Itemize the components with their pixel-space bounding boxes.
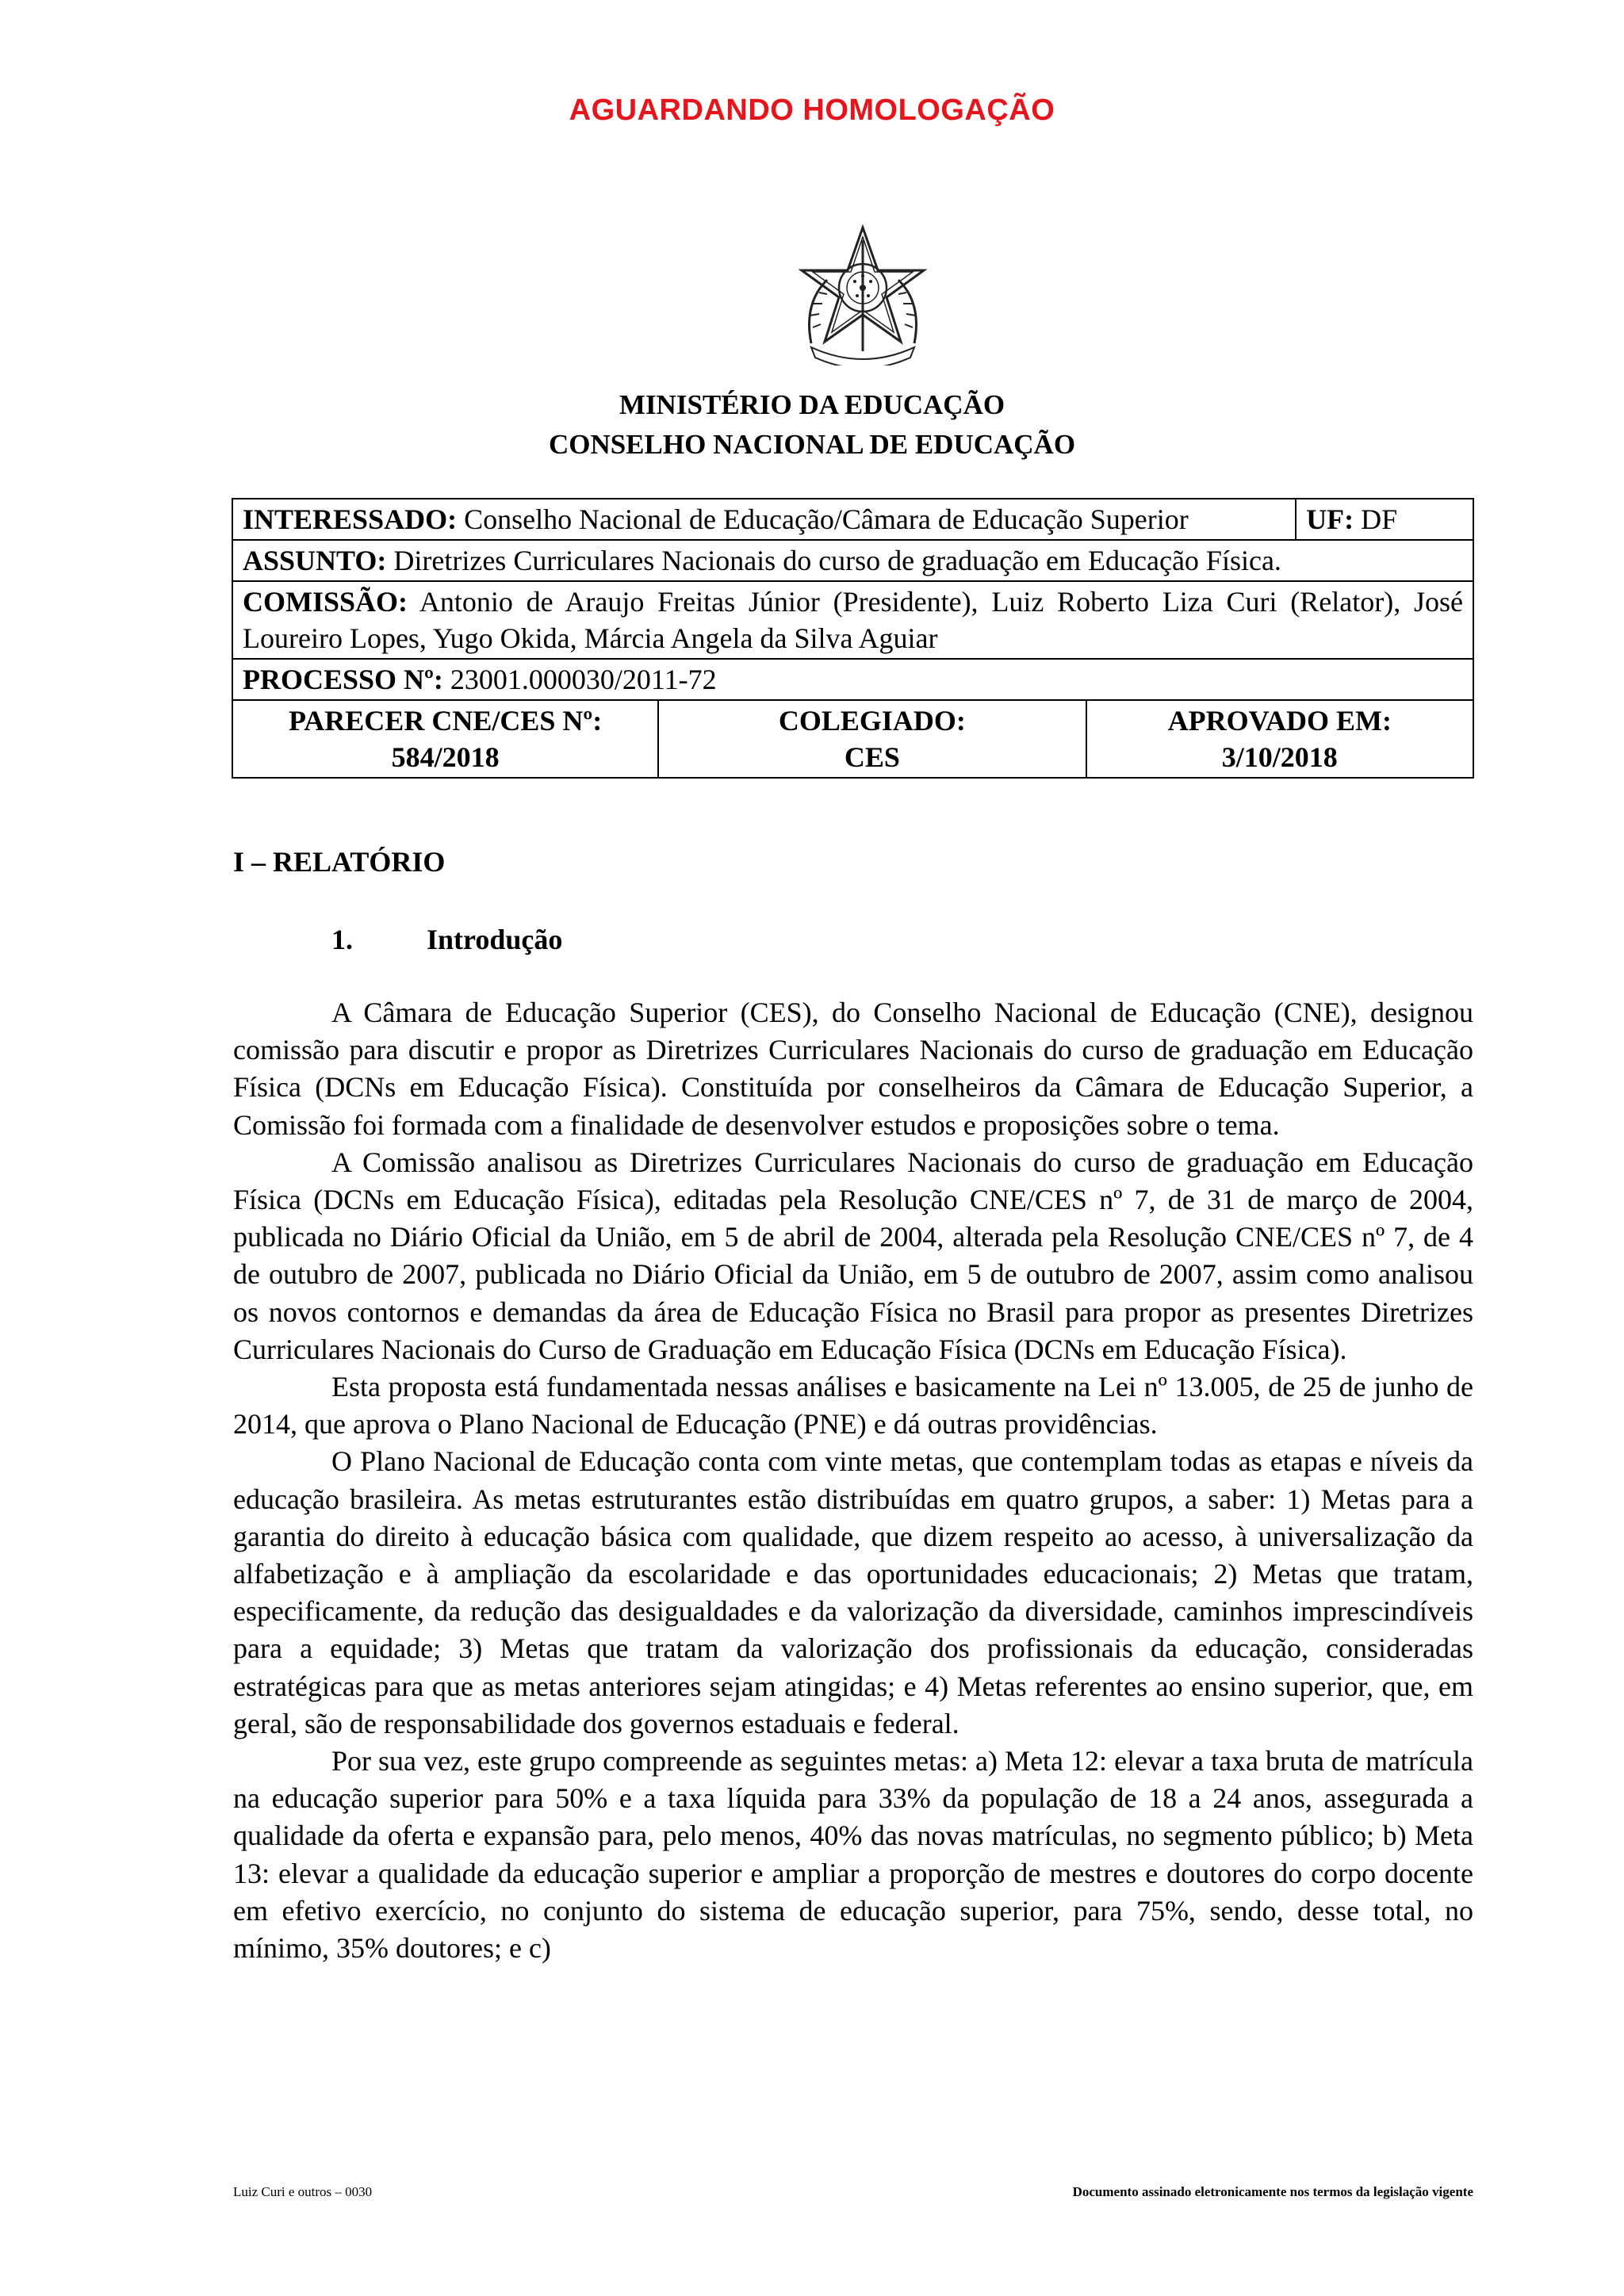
- comissao-value: Antonio de Araujo Freitas Júnior (Presidente), Luiz Roberto Liza Curi (Relator), José Loureiro Lopes, Yugo Okida, Márcia Angela da Silva Aguiar: [243, 586, 1464, 654]
- homologation-status-stamp: AGUARDANDO HOMOLOGAÇÃO: [569, 94, 1055, 127]
- processo-value: 23001.000030/2011-72: [450, 664, 717, 695]
- subsection-heading: [331, 923, 562, 956]
- footer-signature-note: Documento assinado eletronicamente nos termos da legislação vigente: [1072, 2184, 1473, 2199]
- footer-author: Luiz Curi e outros – 0030: [233, 2184, 373, 2199]
- interessado-cell: [232, 499, 1296, 540]
- process-info-table: [232, 498, 1474, 779]
- comissao-row: [232, 581, 1473, 659]
- assunto-label: ASSUNTO:: [243, 545, 387, 576]
- paragraph: Esta proposta está fundamentada nessas análises e basicamente na Lei nº 13.005, de 25 de junho de 2014, que aprova o Plano Nacional de Educação (PNE) e dá outras providências.: [233, 1371, 1473, 1441]
- document-body: [233, 994, 1473, 1967]
- aprovado-cell: [1086, 700, 1473, 778]
- interessado-label: INTERESSADO:: [243, 503, 458, 535]
- parecer-row: [232, 700, 1473, 778]
- uf-cell: [1296, 499, 1473, 540]
- parecer-value: 584/2018: [391, 741, 500, 773]
- paragraph: O Plano Nacional de Educação conta com vinte metas, que contemplam todas as etapas e níveis da educação brasileira. As metas estruturantes estão distribuídas em quatro grupos, a saber: 1) Metas para a garantia do direito à educação básica com qualidade, que dizem respeito ao acesso, à universalização da alfabetização e à ampliação da escolaridade e das oportunidades educacionais; 2) Metas que tratam, especificamente, da redução das desigualdades e da valorização da diversidade, caminhos imprescindíveis para a equidade; 3) Metas que tratam da valorização dos profissionais da educação, consideradas estratégicas para que as metas anteriores sejam atingidas; e 4) Metas referentes ao ensino superior, que, em geral, são de responsabilidade dos governos estaduais e federal.: [233, 1445, 1473, 1739]
- processo-label: PROCESSO Nº:: [243, 664, 443, 695]
- subsection-title: Introdução: [427, 924, 563, 955]
- aprovado-value: 3/10/2018: [1221, 741, 1338, 773]
- ministry-title: MINISTÉRIO DA EDUCAÇÃO: [619, 389, 1005, 420]
- interessado-value: Conselho Nacional de Educação/Câmara de Educação Superior: [464, 503, 1189, 535]
- parecer-cell: [232, 700, 658, 778]
- assunto-row: [232, 540, 1473, 581]
- processo-cell: [232, 659, 1473, 700]
- assunto-cell: [232, 540, 1473, 581]
- colegiado-cell: [658, 700, 1086, 778]
- coat-of-arms-icon: [795, 224, 930, 365]
- comissao-cell: [232, 581, 1473, 659]
- paragraph: A Câmara de Educação Superior (CES), do Conselho Nacional de Educação (CNE), designou comissão para discutir e propor as Diretrizes Curriculares Nacionais do curso de graduação em Educação Física (DCNs em Educação Física). Constituída por conselheiros da Câmara de Educação Superior, a Comissão foi formada com a finalidade de desenvolver estudos e proposições sobre o tema.: [233, 997, 1473, 1141]
- interessado-row: [232, 499, 1473, 540]
- section-title: I – RELATÓRIO: [233, 846, 446, 878]
- comissao-label: COMISSÃO:: [243, 586, 408, 618]
- document-header: [0, 385, 1624, 465]
- uf-label: UF:: [1306, 503, 1354, 535]
- council-title: CONSELHO NACIONAL DE EDUCAÇÃO: [548, 429, 1076, 460]
- paragraph: Por sua vez, este grupo compreende as seguintes metas: a) Meta 12: elevar a taxa bruta de matrícula na educação superior para 50% e a taxa líquida para 33% da população de 18 a 24 anos, assegurada a qualidade da oferta e expansão para, pelo menos, 40% das novas matrículas, no segmento público; b) Meta 13: elevar a qualidade da educação superior e ampliar a proporção de mestres e doutores do corpo docente em efetivo exercício, no conjunto do sistema de educação superior, para 75%, sendo, desse total, no mínimo, 35% doutores; e c): [233, 1745, 1473, 1965]
- paragraph: A Comissão analisou as Diretrizes Curriculares Nacionais do curso de graduação em Educação Física (DCNs em Educação Física), editadas pela Resolução CNE/CES nº 7, de 31 de março de 2004, publicada no Diário Oficial da União, em 5 de abril de 2004, alterada pela Resolução CNE/CES nº 7, de 4 de outubro de 2007, publicada no Diário Oficial da União, em 5 de outubro de 2007, assim como analisou os novos contornos e demandas da área de Educação Física no Brasil para propor as presentes Diretrizes Curriculares Nacionais do Curso de Graduação em Educação Física (DCNs em Educação Física).: [233, 1146, 1473, 1365]
- colegiado-value: CES: [844, 741, 900, 773]
- colegiado-label: COLEGIADO:: [778, 705, 966, 737]
- uf-value: DF: [1361, 503, 1398, 535]
- assunto-value: Diretrizes Curriculares Nacionais do curso de graduação em Educação Física.: [393, 545, 1281, 576]
- subsection-number: 1.: [331, 924, 353, 955]
- aprovado-label: APROVADO EM:: [1167, 705, 1392, 737]
- processo-row: [232, 659, 1473, 700]
- parecer-label: PARECER CNE/CES Nº:: [288, 705, 603, 737]
